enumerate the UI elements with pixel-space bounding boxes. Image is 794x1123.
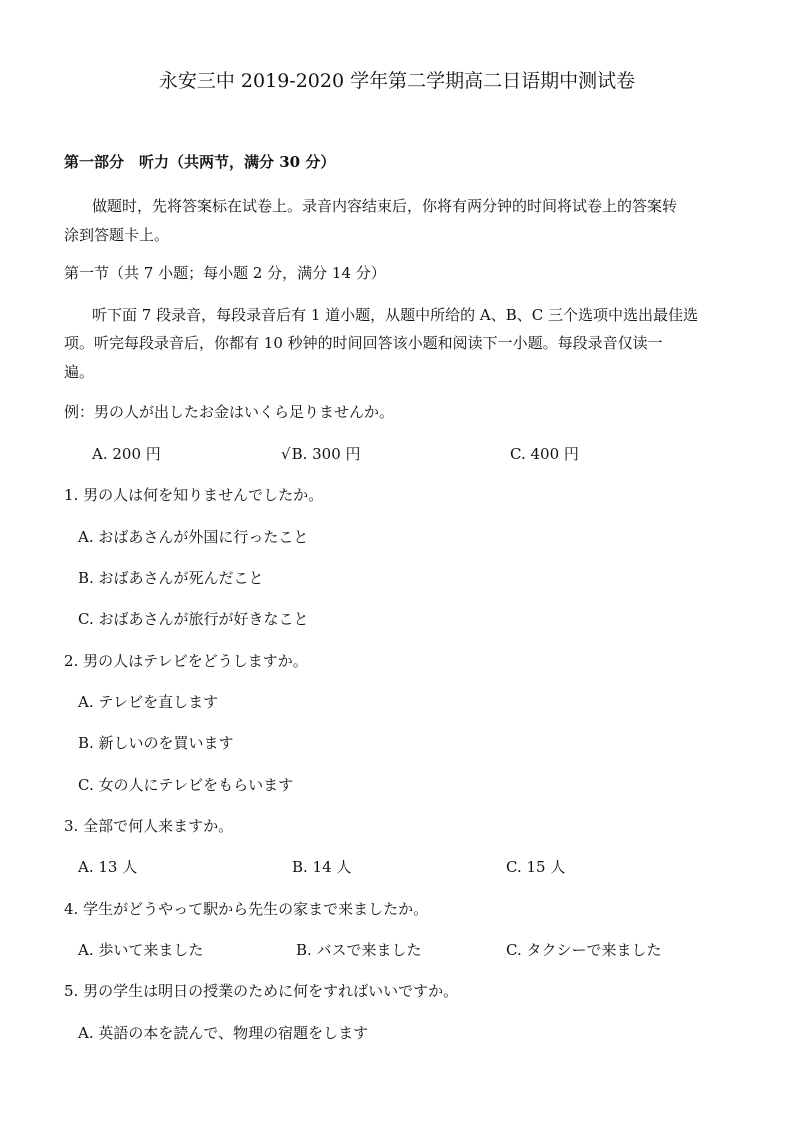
question-3-option-c: C. 15 人 — [506, 858, 566, 876]
question-1-option-b: B. おばあさんが死んだこと — [78, 569, 264, 587]
section1-instruction-line2: 项。听完每段录音后，你都有 10 秒钟的时间回答该小题和阅读下一小题。每段录音仅读一 — [64, 334, 663, 352]
question-2-option-a: A. テレビを直します — [78, 693, 219, 711]
question-4-option-a: A. 歩いて来ました — [78, 941, 204, 959]
question-1-option-a: A. おばあさんが外国に行ったこと — [78, 528, 309, 546]
part1-heading: 第一部分 听力（共两节，满分 30 分） — [64, 153, 336, 171]
question-3-option-b: B. 14 人 — [292, 858, 352, 876]
example-option-c: C. 400 円 — [510, 445, 579, 463]
question-3: 3. 全部で何人来ますか。 — [64, 817, 234, 835]
part1-instruction-line2: 涂到答题卡上。 — [64, 226, 170, 244]
example-option-b: B. 300 円 — [291, 445, 361, 463]
section1-instruction-line3: 遍。 — [64, 363, 95, 381]
page-title: 永安三中 2019-2020 学年第二学期高二日语期中测试卷 — [158, 70, 636, 92]
question-1: 1. 男の人は何を知りませんでしたか。 — [64, 486, 324, 504]
question-5-option-a: A. 英語の本を読んで、物理の宿題をします — [78, 1024, 369, 1042]
example-option-b-wrapper — [281, 444, 361, 464]
part1-instruction-line1: 做题时，先将答案标在试卷上。录音内容结束后，你将有两分钟的时间将试卷上的答案转 — [92, 197, 678, 215]
section1-heading: 第一节（共 7 小题；每小题 2 分，满分 14 分） — [64, 264, 386, 282]
example-option-a: A. 200 円 — [92, 445, 161, 463]
question-2: 2. 男の人はテレビをどうしますか。 — [64, 652, 308, 670]
section1-instruction-line1: 听下面 7 段录音，每段录音后有 1 道小题，从题中所给的 A、B、C 三个选项中选出最佳选 — [92, 306, 699, 324]
question-5: 5. 男の学生は明日の授業のために何をすればいいですか。 — [64, 982, 459, 1000]
question-4-option-b: B. バスで来ました — [296, 941, 422, 959]
example-question: 例：男の人が出したお金はいくら足りませんか。 — [64, 403, 395, 421]
question-4-option-c: C. タクシーで来ました — [506, 941, 662, 959]
question-2-option-c: C. 女の人にテレビをもらいます — [78, 776, 294, 794]
question-1-option-c: C. おばあさんが旅行が好きなこと — [78, 610, 309, 628]
check-mark-icon: √ — [281, 445, 291, 463]
question-3-option-a: A. 13 人 — [78, 858, 138, 876]
question-4: 4. 学生がどうやって駅から先生の家まで来ましたか。 — [64, 900, 429, 918]
question-2-option-b: B. 新しいのを買います — [78, 734, 234, 752]
